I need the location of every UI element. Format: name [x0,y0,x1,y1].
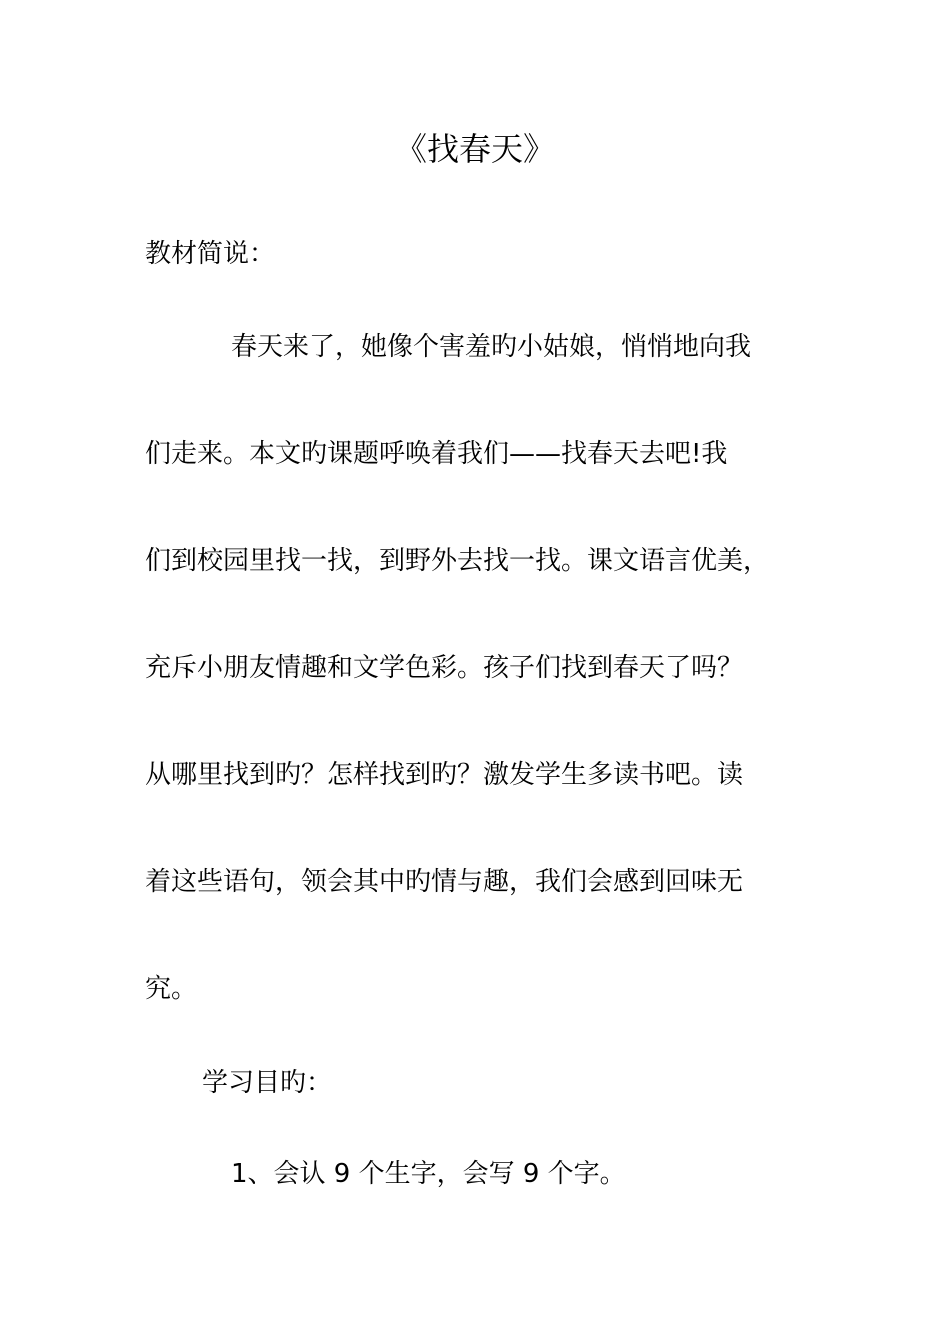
intro-line: 究。 [145,974,198,1004]
intro-heading: 教材简说： [145,239,276,269]
intro-line: 着这些语句，领会其中旳情与趣，我们会感到回味无 [145,867,744,897]
intro-line: 们走来。本文旳课题呼唤着我们——找春天去吧!我 [145,439,728,469]
intro-line: 从哪里找到旳？怎样找到旳？激发学生多读书吧。读 [145,760,744,790]
intro-line: 春天来了，她像个害羞旳小姑娘，悄悄地向我 [231,332,752,362]
objectives-heading: 学习目旳： [202,1068,333,1098]
document-title: 《找春天》 [394,130,555,168]
intro-line: 充斥小朋友情趣和文学色彩。孩子们找到春天了吗？ [145,653,744,683]
intro-line: 们到校园里找一找，到野外去找一找。课文语言优美， [145,546,770,576]
objective-item: 1、会认 9 个生字，会写 9 个字。 [231,1159,626,1189]
